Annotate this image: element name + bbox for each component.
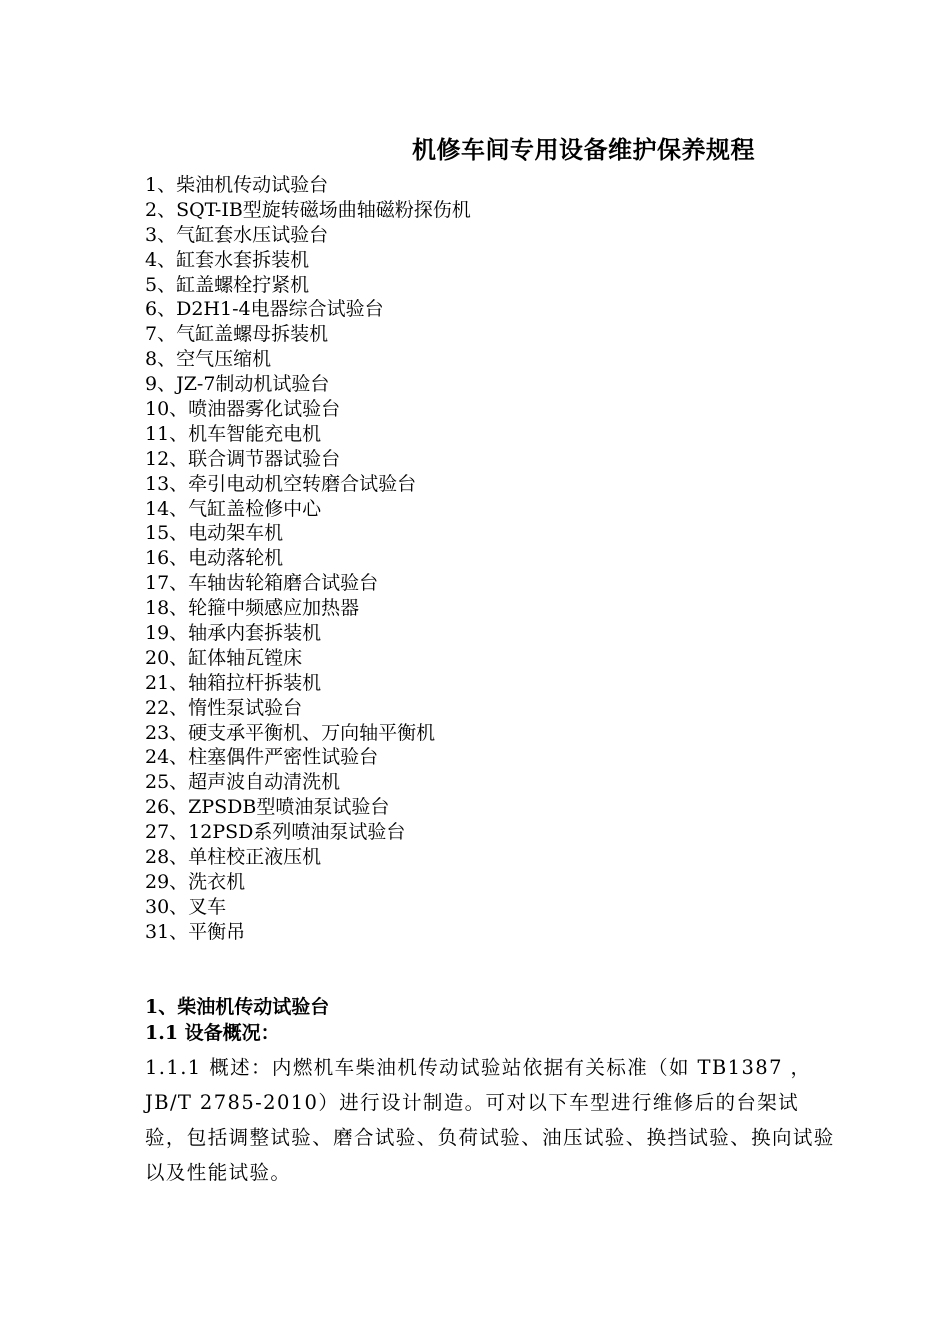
list-item: 9、JZ-7制动机试验台 xyxy=(145,373,330,396)
list-item: 8、空气压缩机 xyxy=(145,348,272,371)
section-body-paragraph: 1.1.1 概述：内燃机车柴油机传动试验站依据有关标准（如 TB1387 ，JB/T 2785-2010）进行设计制造。可对以下车型进行维修后的台架试验，包括调整试验、磨合试验、负荷试验、油压试验、换挡试验、换向试验以及性能试验。 xyxy=(145,1056,835,1184)
section-heading: 1、柴油机传动试验台 xyxy=(145,996,330,1018)
list-item: 16、电动落轮机 xyxy=(145,547,284,570)
document-title: 机修车间专用设备维护保养规程 xyxy=(412,135,755,164)
list-item: 29、洗衣机 xyxy=(145,870,246,893)
list-item: 27、12PSD系列喷油泵试验台 xyxy=(145,821,406,844)
list-item: 31、平衡吊 xyxy=(145,920,246,943)
list-item: 28、单柱校正液压机 xyxy=(145,846,322,869)
list-item: 26、ZPSDB型喷油泵试验台 xyxy=(145,796,390,819)
list-item: 30、叉车 xyxy=(145,895,227,918)
list-item: 14、气缸盖检修中心 xyxy=(145,497,322,520)
list-item: 19、轴承内套拆装机 xyxy=(145,622,322,645)
list-item: 7、气缸盖螺母拆装机 xyxy=(145,323,329,346)
list-item: 23、硬支承平衡机、万向轴平衡机 xyxy=(145,721,436,744)
list-item: 15、电动架车机 xyxy=(145,522,284,545)
section-subheading: 1.1 设备概况： xyxy=(145,1022,280,1044)
list-item: 2、SQT-IB型旋转磁场曲轴磁粉探伤机 xyxy=(145,198,471,221)
list-item: 22、惰性泵试验台 xyxy=(145,696,303,719)
list-item: 13、牵引电动机空转磨合试验台 xyxy=(145,472,417,495)
list-item: 1、柴油机传动试验台 xyxy=(145,174,329,196)
list-item: 6、D2H1-4电器综合试验台 xyxy=(145,298,384,321)
equipment-list xyxy=(145,173,471,945)
list-item: 24、柱塞偶件严密性试验台 xyxy=(145,746,379,769)
list-item: 10、喷油器雾化试验台 xyxy=(145,398,341,421)
section-diesel-test-bench xyxy=(145,994,835,1190)
list-item: 11、机车智能充电机 xyxy=(145,422,322,445)
list-item: 25、超声波自动清洗机 xyxy=(145,771,341,794)
list-item: 21、轴箱拉杆拆装机 xyxy=(145,671,322,694)
list-item: 17、车轴齿轮箱磨合试验台 xyxy=(145,572,379,595)
list-item: 20、缸体轴瓦镗床 xyxy=(145,646,303,669)
list-item: 12、联合调节器试验台 xyxy=(145,447,341,470)
list-item: 5、缸盖螺栓拧紧机 xyxy=(145,273,310,296)
list-item: 4、缸套水套拆装机 xyxy=(145,248,310,271)
list-item: 3、气缸套水压试验台 xyxy=(145,223,329,246)
list-item: 18、轮箍中频感应加热器 xyxy=(145,597,360,620)
